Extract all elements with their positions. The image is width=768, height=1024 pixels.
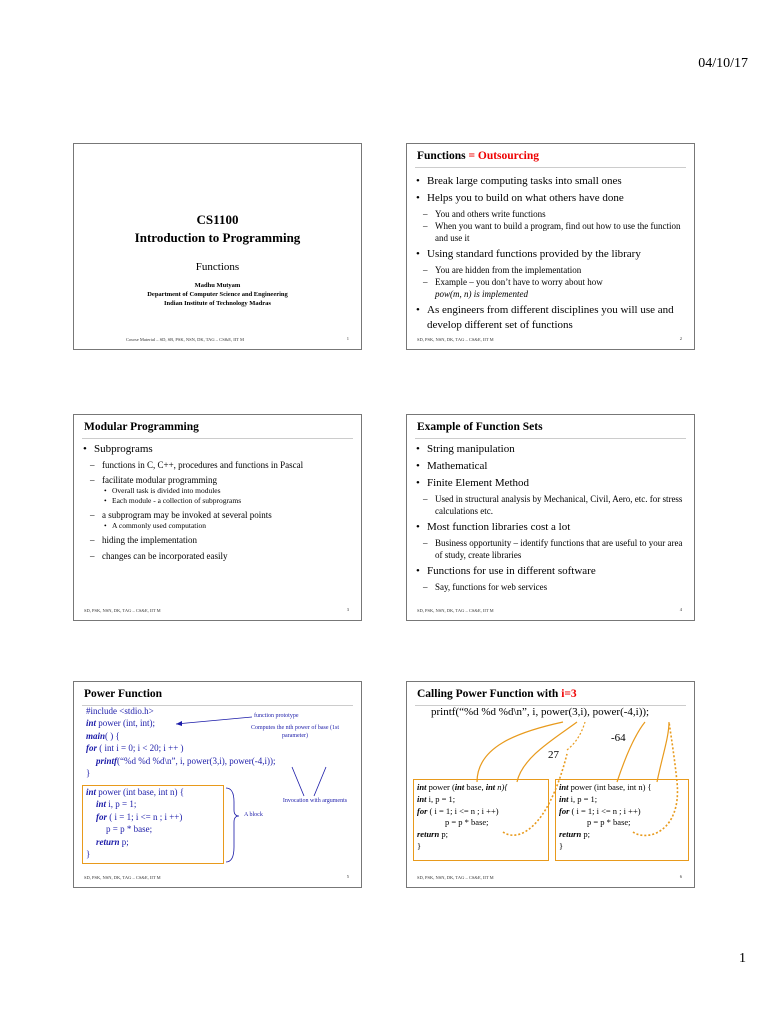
slide-4-list xyxy=(413,442,688,593)
slide-4-number: 4 xyxy=(679,607,682,612)
list-item: – Used in structural analysis by Mechanical, Civil, Aero, etc. for stress calculations etc. xyxy=(413,493,688,517)
code-line: #include <stdio.h> xyxy=(86,706,154,716)
list-item: – a subprogram may be invoked at several points xyxy=(80,509,361,521)
slide-2 xyxy=(406,143,695,350)
code-line: } xyxy=(86,849,91,860)
code-keyword: int xyxy=(417,793,427,804)
slide-4 xyxy=(406,414,695,621)
slide-1-inst: Indian Institute of Technology Madras xyxy=(164,300,271,307)
slide-5-footer: SD, PSK, NSN, DK, TAG – CS&E, IIT M xyxy=(84,875,161,880)
code-keyword: main xyxy=(86,730,106,741)
list-item: – You and others write functions xyxy=(413,208,690,220)
slide-1-number: 1 xyxy=(346,336,349,341)
code-text: base, xyxy=(464,782,486,792)
code-keyword: int xyxy=(559,793,569,804)
slide-6 xyxy=(406,681,695,888)
list-item: – You are hidden from the implementation xyxy=(413,264,690,276)
list-item xyxy=(413,276,690,300)
list-item: • String manipulation xyxy=(413,442,688,457)
code-line: } xyxy=(559,840,564,851)
code-text: p; xyxy=(581,829,590,840)
code-text: power (int, int); xyxy=(96,718,156,729)
code-keyword: int xyxy=(559,782,569,792)
slide-4-rule xyxy=(415,438,686,439)
code-text: (“%d %d %d\n”, i, power(3,i), power(-4,i)); xyxy=(117,755,276,766)
annotation-prototype: function prototype xyxy=(254,713,299,719)
list-item: – changes can be incorporated easily xyxy=(80,550,361,562)
list-item: • Overall task is divided into modules xyxy=(80,486,361,496)
arrow-dotted-1 xyxy=(503,754,570,835)
slide-2-number: 2 xyxy=(679,336,682,341)
list-item: – When you want to build a program, find out how to use the function and use it xyxy=(413,220,690,244)
slide-1-subtitle: Functions xyxy=(195,261,240,273)
arrowhead xyxy=(176,721,182,726)
slide-1-footer: Course Material – SD, SB, PSK, NSN, DK, TAG – CS&E, IIT M xyxy=(126,337,244,342)
code-keyword: int xyxy=(96,799,107,810)
code-keyword: int xyxy=(485,782,496,792)
slide-1-dept: Department of Computer Science and Engineering xyxy=(147,291,288,298)
code-keyword: int xyxy=(86,787,97,797)
code-keyword: for xyxy=(417,805,428,816)
list-item: • Subprograms xyxy=(80,442,361,457)
code-keyword: int xyxy=(454,782,465,792)
slide-6-call: printf(“%d %d %d\n”, i, power(3,i), power(-4,i)); xyxy=(431,706,650,718)
slide-1-course: CS1100 xyxy=(196,212,239,227)
list-item: • Finite Element Method xyxy=(413,476,688,491)
code-text: i, p = 1; xyxy=(570,793,598,804)
arrow-dotted-2 xyxy=(633,722,677,835)
slide-2-rule xyxy=(415,167,686,168)
code-keyword: for xyxy=(96,811,107,822)
slide-6-result-2: -64 xyxy=(611,732,626,744)
slide-6-title-main: Calling Power Function with xyxy=(417,688,559,700)
slide-6-arrows-svg xyxy=(407,682,695,888)
list-item-text: Example – you don’t have to worry about how xyxy=(435,277,603,287)
annotation-block: A block xyxy=(244,812,263,818)
code-keyword: for xyxy=(559,805,570,816)
list-item: • Each module - a collection of subprograms xyxy=(80,496,361,506)
list-item: – Say, functions for web services xyxy=(413,581,688,593)
slide-2-title-main: Functions xyxy=(417,150,466,162)
code-keyword: printf xyxy=(96,755,118,766)
slide-6-title-accent: i=3 xyxy=(561,688,577,700)
annotation-invocation: Invocation with arguments xyxy=(282,798,348,804)
list-item: • Helps you to build on what others have done xyxy=(413,191,690,206)
slide-4-footer: SD, PSK, NSN, DK, TAG – CS&E, IIT M xyxy=(417,608,494,613)
code-text: n){ xyxy=(495,782,508,792)
code-line: } xyxy=(417,840,422,851)
slide-3-number: 3 xyxy=(346,607,349,612)
slide-6-result-1: 27 xyxy=(548,749,559,761)
arrow-call-2a xyxy=(617,722,645,782)
code-line: } xyxy=(86,768,91,779)
code-text: ( i = 1; i <= n ; i ++) xyxy=(107,811,183,822)
annotation-computes: Computes the nth power of base (1st parameter) xyxy=(251,725,339,739)
slide-4-title: Example of Function Sets xyxy=(417,421,543,433)
code-keyword: return xyxy=(559,829,582,840)
slide-5-number: 5 xyxy=(346,874,349,879)
slide-3-title: Modular Programming xyxy=(84,421,199,433)
code-text: p; xyxy=(119,836,129,847)
list-item: – hiding the implementation xyxy=(80,534,361,546)
list-item-text: pow(m, n) is implemented xyxy=(435,289,528,299)
code-keyword: int xyxy=(86,718,97,729)
list-item: • Most function libraries cost a lot xyxy=(413,520,688,535)
slide-5 xyxy=(73,681,362,888)
arrow-prototype xyxy=(176,717,252,724)
slide-5-title: Power Function xyxy=(84,688,163,700)
slide-2-footer: SD, PSK, NSN, DK, TAG – CS&E, IIT M xyxy=(417,337,494,342)
slide-1 xyxy=(73,143,362,350)
arrow-invocation-2 xyxy=(314,767,326,796)
slide-2-title xyxy=(417,150,539,162)
arrow-call-1b xyxy=(517,722,577,782)
date-stamp: 04/10/17 xyxy=(698,56,748,71)
code-text: i, p = 1; xyxy=(426,793,456,804)
code-text: power ( xyxy=(428,782,455,792)
list-item: • As engineers from different disciplines you will use and develop different set of functions xyxy=(413,303,690,333)
list-item: – facilitate modular programming xyxy=(80,474,361,486)
slide-6-footer: SD, PSK, NSN, DK, TAG – CS&E, IIT M xyxy=(417,875,494,880)
list-item: • Functions for use in different software xyxy=(413,564,688,579)
slide-2-list xyxy=(413,174,690,335)
slide-1-title: Introduction to Programming xyxy=(134,230,301,245)
list-item: • Break large computing tasks into small ones xyxy=(413,174,690,189)
code-text: ( int i = 0; i < 20; i ++ ) xyxy=(97,743,184,754)
block-brace xyxy=(226,788,239,862)
slide-5-annotations-svg xyxy=(74,682,362,888)
arrow-return-1 xyxy=(567,722,585,750)
code-keyword: int xyxy=(417,782,427,792)
code-keyword: return xyxy=(417,829,440,840)
code-text: ( i = 1; i <= n ; i ++) xyxy=(427,805,499,816)
slide-3-rule xyxy=(82,438,353,439)
list-item: • Using standard functions provided by the library xyxy=(413,247,690,262)
code-text: i, p = 1; xyxy=(106,799,137,810)
slide-3 xyxy=(73,414,362,621)
list-item: • A commonly used computation xyxy=(80,521,361,531)
slide-6-number: 6 xyxy=(679,874,682,879)
slide-2-title-accent: = Outsourcing xyxy=(468,150,540,162)
list-item: • Mathematical xyxy=(413,459,688,474)
arrow-invocation-1 xyxy=(292,767,304,796)
code-text: power (int base, int n) { xyxy=(570,782,652,792)
arrow-call-2b xyxy=(657,722,669,782)
code-line: p = p * base; xyxy=(587,817,631,828)
code-line: p = p * base; xyxy=(445,817,489,828)
code-text: p; xyxy=(439,829,448,840)
code-text: ( i = 1; i <= n ; i ++) xyxy=(569,805,641,816)
slide-1-author: Madhu Mutyam xyxy=(194,282,241,289)
code-keyword: for xyxy=(86,743,97,754)
code-text: power (int base, int n) { xyxy=(96,787,185,797)
slide-3-footer: SD, PSK, NSN, DK, TAG – CS&E, IIT M xyxy=(84,608,161,613)
code-line: p = p * base; xyxy=(106,824,153,835)
page-number: 1 xyxy=(739,951,746,966)
code-text: ( ) { xyxy=(105,730,120,741)
list-item: – Business opportunity – identify functions that are useful to your area of study, create libraries xyxy=(413,537,688,561)
code-keyword: return xyxy=(96,836,120,847)
list-item: – functions in C, C++, procedures and functions in Pascal xyxy=(80,459,361,471)
slide-3-list xyxy=(80,442,361,562)
